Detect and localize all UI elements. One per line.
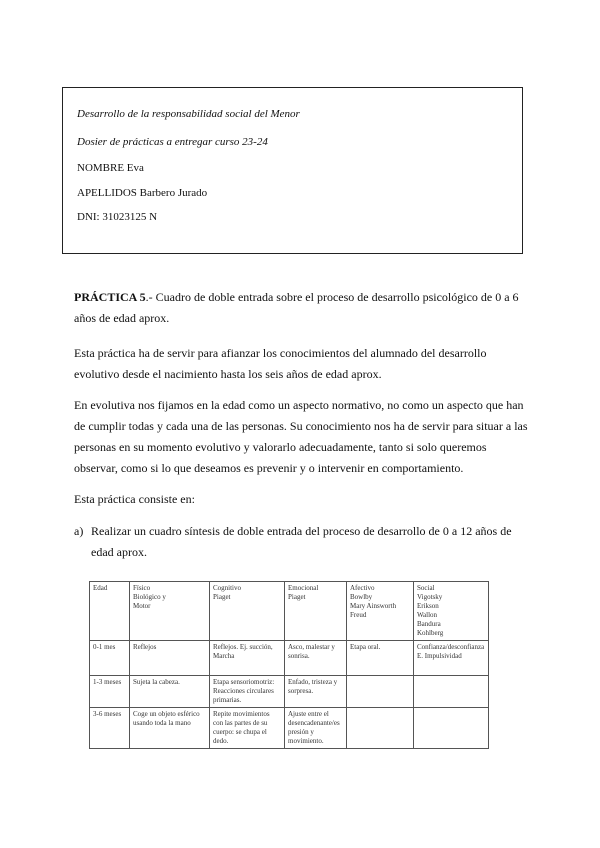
table-cell: 3-6 meses	[90, 708, 130, 749]
table-cell	[347, 676, 414, 708]
dossier-title: Dosier de prácticas a entregar curso 23-24	[77, 136, 268, 148]
header-box	[62, 87, 523, 254]
practice-title: .- Cuadro de doble entrada sobre el proceso de desarrollo psicológico de 0 a 6 años de edad aprox.	[74, 290, 519, 325]
table-cell: 1-3 meses	[90, 676, 130, 708]
table-cell: Reflejos	[130, 641, 210, 676]
practice-label: PRÁCTICA 5	[74, 290, 146, 304]
course-title: Desarrollo de la responsabilidad social del Menor	[77, 108, 300, 120]
student-surnames: APELLIDOS Barbero Jurado	[77, 187, 208, 199]
table-cell: Confianza/desconfianza E. Impulsividad	[414, 641, 489, 676]
table-cell: Coge un objeto esférico usando toda la mano	[130, 708, 210, 749]
paragraph-purpose: Esta práctica ha de servir para afianzar los conocimientos del alumnado del desarrollo evolutivo desde el nacimiento hasta los seis años de edad aprox.	[74, 346, 487, 381]
table-cell: Etapa sensoriomotriz: Reacciones circulares primarias.	[210, 676, 285, 708]
table-cell: Repite movimientos con las partes de su cuerpo: se chupa el dedo.	[210, 708, 285, 749]
table-row	[90, 641, 489, 676]
header-cell-afectivo: Afectivo Bowlby Mary Ainsworth Freud	[347, 582, 414, 641]
paragraph-consiste: Esta práctica consiste en:	[74, 492, 195, 506]
student-dni: DNI: 31023125 N	[77, 211, 158, 223]
header-cell-emocional: Emocional Piaget	[285, 582, 347, 641]
table-cell: 0-1 mes	[90, 641, 130, 676]
table-cell	[347, 708, 414, 749]
table-cell: Enfado, tristeza y sorpresa.	[285, 676, 347, 708]
development-table	[89, 581, 489, 749]
table-cell: Ajuste entre el desencadenante/es presión y movimiento.	[285, 708, 347, 749]
table-cell	[414, 676, 489, 708]
list-marker: a)	[74, 524, 84, 538]
student-name: NOMBRE Eva	[77, 162, 144, 174]
table-cell: Sujeta la cabeza.	[130, 676, 210, 708]
table-cell	[414, 708, 489, 749]
table-cell: Etapa oral.	[347, 641, 414, 676]
list-item-text: Realizar un cuadro síntesis de doble entrada del proceso de desarrollo de 0 a 12 años de edad aprox.	[91, 524, 512, 559]
table-row	[90, 676, 489, 708]
header-cell-cognitivo: Cognitivo Piaget	[210, 582, 285, 641]
header-cell-edad: Edad	[90, 582, 130, 641]
table-header-row	[90, 582, 489, 641]
table-row	[90, 708, 489, 749]
table-cell: Reflejos. Ej. succión, Marcha	[210, 641, 285, 676]
table-cell: Asco, malestar y sonrisa.	[285, 641, 347, 676]
header-cell-fisico: Físico Biológico y Motor	[130, 582, 210, 641]
practice-heading	[74, 287, 529, 329]
header-cell-social: Social Vigotsky Erikson Wallon Bandura Kohlberg	[414, 582, 489, 641]
paragraph-evolutiva: En evolutiva nos fijamos en la edad como un aspecto normativo, no como un aspecto que han de cumplir todas y cada una de las personas. Su conocimiento nos ha de servir para situar a las personas en su momento evolutivo y valorarlo adecuadamente, tanto si solo queremos observar, como si lo que deseamos es prevenir y o intervenir en comportamiento.	[74, 398, 528, 475]
